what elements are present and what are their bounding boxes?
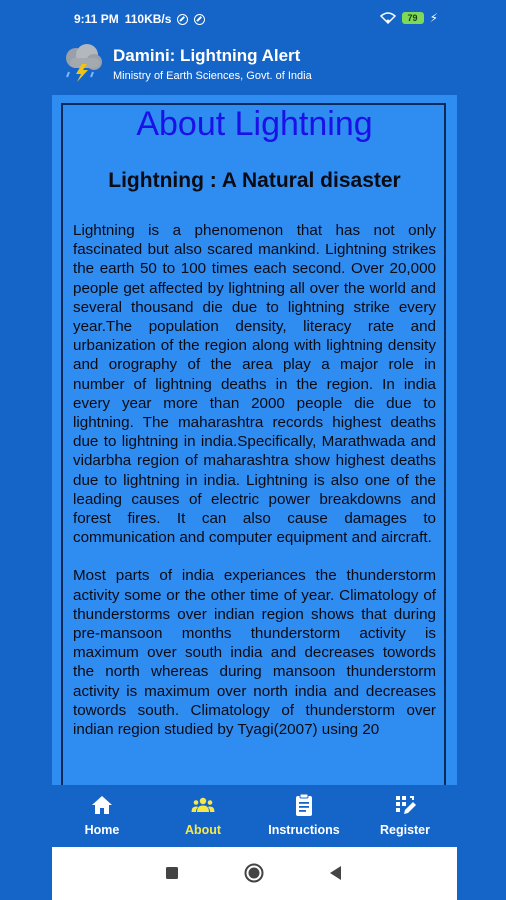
home-circle-icon[interactable] xyxy=(244,863,264,883)
bottom-nav xyxy=(52,785,457,847)
nav-about-label: About xyxy=(184,823,222,837)
status-right xyxy=(380,11,438,25)
app-title: Damini: Lightning Alert xyxy=(113,46,301,65)
page-subtitle: Lightning : A Natural disaster xyxy=(108,169,401,192)
app-bar xyxy=(0,38,506,90)
nav-register[interactable] xyxy=(355,793,455,837)
storm-cloud-logo-icon xyxy=(60,42,104,82)
back-icon[interactable] xyxy=(326,863,346,883)
app-subtitle: Ministry of Earth Sciences, Govt. of India xyxy=(113,70,312,82)
content-panel[interactable] xyxy=(52,95,457,785)
page-title: About Lightning xyxy=(136,105,373,143)
nav-instructions-label: Instructions xyxy=(268,823,340,837)
charging-icon: ⚡ xyxy=(429,11,438,25)
people-icon xyxy=(191,793,215,817)
status-time: 9:11 PM xyxy=(74,12,119,26)
clipboard-icon xyxy=(292,793,316,817)
battery-level: 79 xyxy=(407,13,418,23)
home-icon xyxy=(90,793,114,817)
edit-icon xyxy=(393,793,417,817)
article-paragraph: Lightning is a phenomenon that has not only fascinated but also scared mankind. Lightning strikes the earth 50 to 100 times each second. Over 20,000 people get affected by lightning all over the world and several thousand die due to lightning strike every year.The population density, literacy rate and urbanization of the region along with lightning density and orography of the area play a major role in number of lightning deaths in the region. In india every year more than 2000 people die due to lightning. The maharashtra records highest deaths due to lightning in india.Specifically, Marathwada and vidarbha region of maharashtra show highest deaths due to lightning in india. Lightning is also one of the leading causes of electric power breakdowns and forest fires. It can also cause damages to communication and computer equipment and aircraft. xyxy=(73,222,436,547)
battery-icon xyxy=(402,12,424,24)
status-left xyxy=(74,12,205,26)
nav-about[interactable] xyxy=(153,793,253,837)
do-not-disturb-icon xyxy=(194,14,205,25)
nav-register-label: Register xyxy=(379,823,431,837)
recent-apps-icon[interactable] xyxy=(162,863,182,883)
system-nav-bar xyxy=(52,847,457,900)
data-saver-icon xyxy=(177,14,188,25)
nav-home[interactable] xyxy=(52,793,152,837)
nav-instructions[interactable] xyxy=(254,793,354,837)
status-net-speed: 110KB/s xyxy=(124,12,172,26)
article-paragraph: Most parts of india experiances the thunderstorm activity some or the other time of year. Climatology of thunderstorms over indian region shows that during pre-mansoon months thunderstorm activity is maximum over south india and decreases towords the north whereas during mansoon thunderstorm activity is maximum over north india and decreases towords south. Climatology of thunderstorm over indian region studied by Tyagi(2007) using 20 xyxy=(73,567,436,739)
article-body xyxy=(73,221,436,758)
status-bar xyxy=(0,0,506,38)
wifi-icon xyxy=(380,12,396,24)
nav-home-label: Home xyxy=(84,823,120,837)
